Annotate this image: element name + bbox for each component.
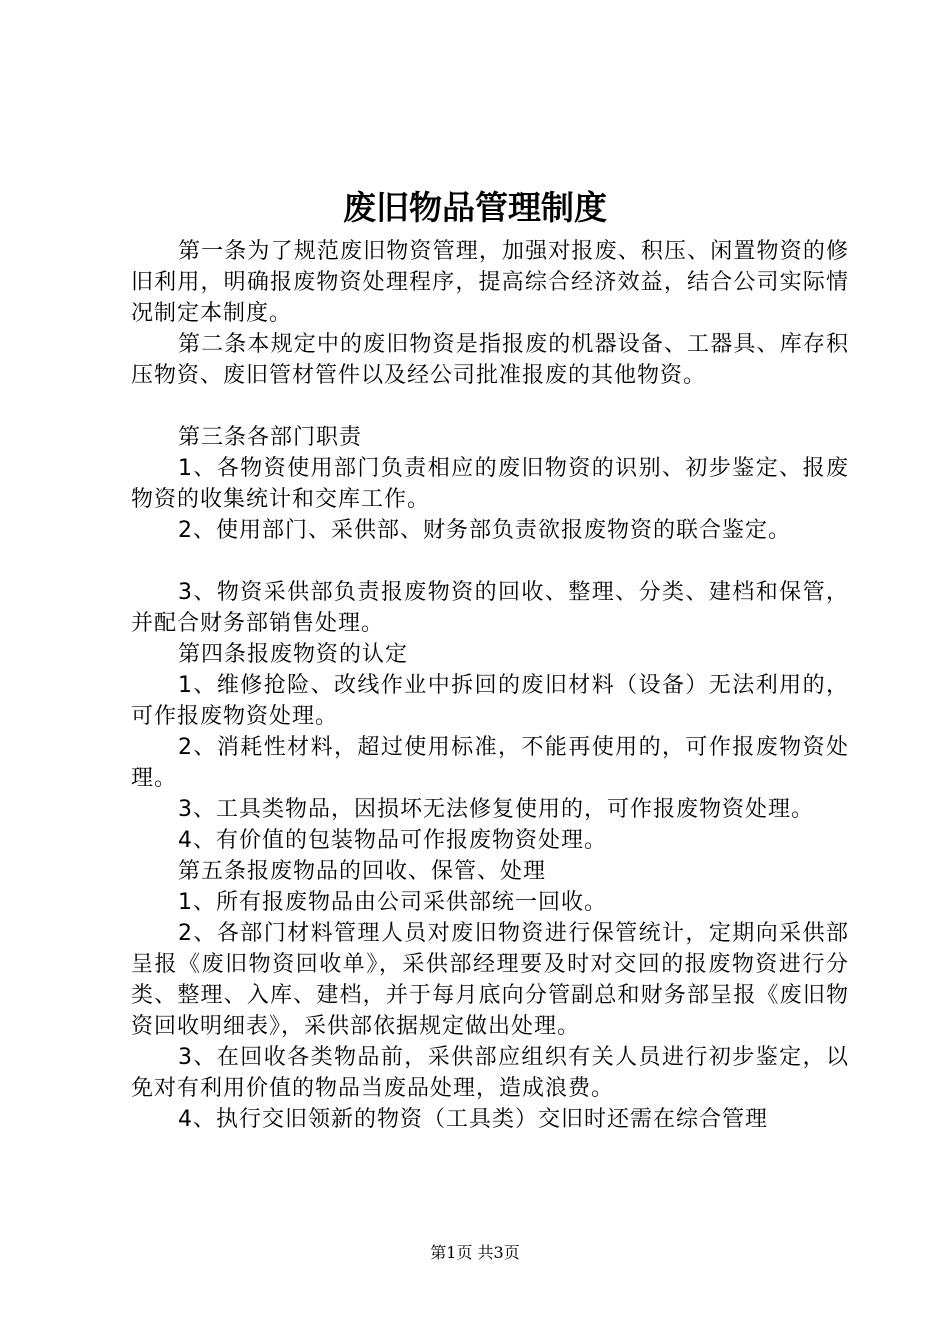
paragraph-article-5-item-3: 3、在回收各类物品前，采供部应组织有关人员进行初步鉴定，以免对有利用价值的物品当废品处理，造成浪费。 (131, 1045, 849, 1101)
paragraph-article-5-item-2: 2、各部门材料管理人员对废旧物资进行保管统计，定期向采供部呈报《废旧物资回收单》，采供部经理要及时对交回的报废物资进行分类、整理、入库、建档，并于每月底向分管副总和财务部呈报《废旧物资回收明细表》，采供部依据规定做出处理。 (131, 921, 849, 1039)
paragraph-article-4-item-2: 2、消耗性材料，超过使用标准，不能再使用的，可作报废物资处理。 (131, 735, 849, 791)
paragraph-article-3-item-2: 2、使用部门、采供部、财务部负责欲报废物资的联合鉴定。 (178, 518, 791, 543)
paragraph-article-5-item-1: 1、所有报废物品由公司采供部统一回收。 (178, 890, 607, 915)
document-body (131, 236, 849, 1135)
paragraph-article-1: 第一条为了规范废旧物资管理，加强对报废、积压、闲置物资的修旧利用，明确报废物资处理程序，提高综合经济效益，结合公司实际情况制定本制度。 (131, 239, 849, 326)
paragraph-article-3-item-1: 1、各物资使用部门负责相应的废旧物资的识别、初步鉴定、报废物资的收集统计和交库工作。 (131, 456, 849, 512)
page-number-footer: 第1页 共3页 (430, 1243, 520, 1262)
paragraph-article-5-heading: 第五条报废物品的回收、保管、处理 (178, 859, 547, 884)
blank-line (131, 546, 849, 577)
paragraph-article-3-item-3: 3、物资采供部负责报废物资的回收、整理、分类、建档和保管，并配合财务部销售处理。 (131, 580, 849, 636)
blank-line (131, 391, 849, 422)
document-title: 废旧物品管理制度 (343, 188, 607, 227)
paragraph-article-4-item-4: 4、有价值的包装物品可作报废物资处理。 (178, 828, 607, 853)
paragraph-article-5-item-4: 4、执行交旧领新的物资（工具类）交旧时还需在综合管理 (178, 1107, 768, 1132)
paragraph-article-4-item-3: 3、工具类物品，因损坏无法修复使用的，可作报废物资处理。 (178, 797, 814, 822)
paragraph-article-2: 第二条本规定中的废旧物资是指报废的机器设备、工器具、库存积压物资、废旧管材管件以及经公司批准报废的其他物资。 (131, 332, 849, 388)
paragraph-article-4-item-1: 1、维修抢险、改线作业中拆回的废旧材料（设备）无法利用的，可作报废物资处理。 (131, 673, 849, 729)
paragraph-article-3-heading: 第三条各部门职责 (178, 425, 363, 450)
paragraph-article-4-heading: 第四条报废物资的认定 (178, 642, 409, 667)
